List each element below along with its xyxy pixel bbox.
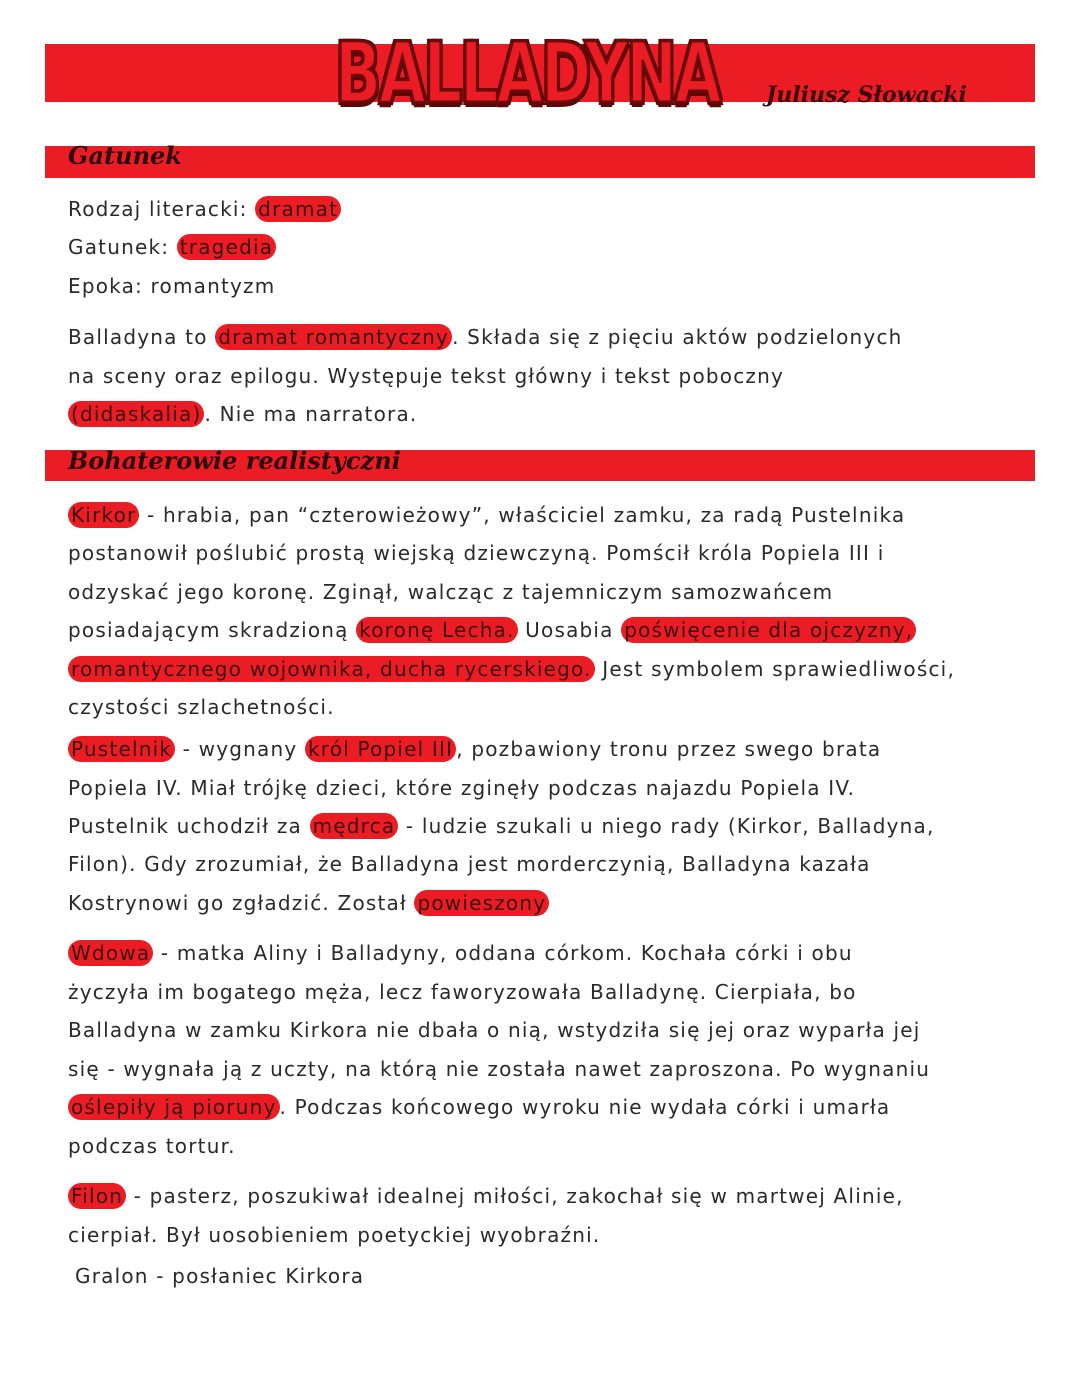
wdowa-line-5	[68, 1092, 1018, 1122]
highlight-korone-lecha: koronę Lecha.	[356, 617, 517, 643]
highlight-tragedia: tragedia	[177, 234, 276, 260]
highlight-didaskalia: (didaskalia)	[68, 401, 204, 427]
highlight-pioruny: oślepiły ją pioruny	[68, 1094, 280, 1120]
rodzaj-line	[68, 194, 1018, 224]
epoka-line: Epoka: romantyzm	[68, 274, 276, 298]
highlight-wdowa: Wdowa	[68, 940, 153, 966]
text: - hrabia, pan “czterowieżowy”, właściciel zamku, za radą Pustelnika	[139, 503, 906, 527]
rodzaj-label: Rodzaj literacki:	[68, 197, 248, 221]
highlight-poswiecenie: poświęcenie dla ojczyzny,	[621, 617, 916, 643]
gatunek-line	[68, 232, 1018, 262]
highlight-powieszony: powieszony	[414, 890, 549, 916]
intro-line-2: na sceny oraz epilogu. Występuje tekst główny i tekst poboczny	[68, 364, 785, 388]
page-title: BALLADYNA	[335, 24, 720, 122]
kirkor-line-4	[68, 615, 1018, 645]
highlight-kirkor: Kirkor	[68, 502, 139, 528]
filon-line-1	[68, 1181, 1018, 1211]
author-name: Juliusz Słowacki	[766, 82, 967, 108]
wdowa-line-6: podczas tortur.	[68, 1134, 236, 1158]
wdowa-line-3: Balladyna w zamku Kirkora nie dbała o nią, wstydziła się jej oraz wyparła jej	[68, 1018, 921, 1042]
highlight-krol-popiel: król Popiel III	[305, 736, 456, 762]
text: Kostrynowi go zgładzić. Został	[68, 891, 407, 915]
highlight-dramat-romantyczny: dramat romantyczny	[215, 324, 452, 350]
wdowa-line-2: życzyła im bogatego męża, lecz faworyzowała Balladynę. Cierpiała, bo	[68, 980, 857, 1004]
pustelnik-line-3	[68, 811, 1018, 841]
intro-line-1	[68, 322, 1018, 352]
kirkor-line-1	[68, 500, 1018, 530]
highlight-dramat: dramat	[255, 196, 341, 222]
highlight-filon: Filon	[68, 1183, 126, 1209]
text: Uosabia	[517, 618, 614, 642]
pustelnik-line-4: Filon). Gdy zrozumiał, że Balladyna jest morderczynią, Balladyna kazała	[68, 852, 871, 876]
text: - pasterz, poszukiwał idealnej miłości, zakochał się w martwej Alinie,	[126, 1184, 904, 1208]
text: - wygnany	[175, 737, 298, 761]
text: Balladyna to	[68, 325, 208, 349]
intro-line-3	[68, 399, 1018, 429]
section-red-band-gatunek	[45, 146, 1035, 178]
text: . Nie ma narratora.	[204, 402, 418, 426]
kirkor-line-3: odzyskać jego koronę. Zginął, walcząc z tajemniczym samozwańcem	[68, 580, 834, 604]
highlight-wojownik: romantycznego wojownika, ducha rycerskiego.	[68, 656, 595, 682]
kirkor-line-2: postanowił poślubić prostą wiejską dziewczyną. Pomścił króla Popiela III i	[68, 541, 885, 565]
wdowa-line-4: się - wygnała ją z uczty, na którą nie została nawet zaproszona. Po wygnaniu	[68, 1057, 931, 1081]
pustelnik-line-5	[68, 888, 1018, 918]
text: - matka Aliny i Balladyny, oddana córkom. Kochała córki i obu	[153, 941, 853, 965]
kirkor-line-6: czystości szlachetności.	[68, 695, 335, 719]
kirkor-line-5	[68, 654, 1018, 684]
gralon-line: Gralon - posłaniec Kirkora	[75, 1264, 365, 1288]
text: , pozbawiony tronu przez swego brata	[456, 737, 882, 761]
text: . Składa się z pięciu aktów podzielonych	[452, 325, 903, 349]
text: - ludzie szukali u niego rady (Kirkor, Balladyna,	[398, 814, 935, 838]
text: posiadającym skradzioną	[68, 618, 349, 642]
text: Pustelnik uchodził za	[68, 814, 303, 838]
pustelnik-line-2: Popiela IV. Miał trójkę dzieci, które zginęły podczas najazdu Popiela IV.	[68, 776, 856, 800]
section-heading-gatunek: Gatunek	[68, 141, 182, 170]
gatunek-label: Gatunek:	[68, 235, 170, 259]
section-heading-bohaterowie: Bohaterowie realistyczni	[68, 446, 401, 475]
highlight-medrca: mędrca	[310, 813, 399, 839]
text: . Podczas końcowego wyroku nie wydała córki i umarła	[279, 1095, 891, 1119]
pustelnik-line-1	[68, 734, 1018, 764]
highlight-pustelnik: Pustelnik	[68, 736, 175, 762]
filon-line-2: cierpiał. Był uosobieniem poetyckiej wyobraźni.	[68, 1223, 601, 1247]
wdowa-line-1	[68, 938, 1018, 968]
text: Jest symbolem sprawiedliwości,	[594, 657, 955, 681]
